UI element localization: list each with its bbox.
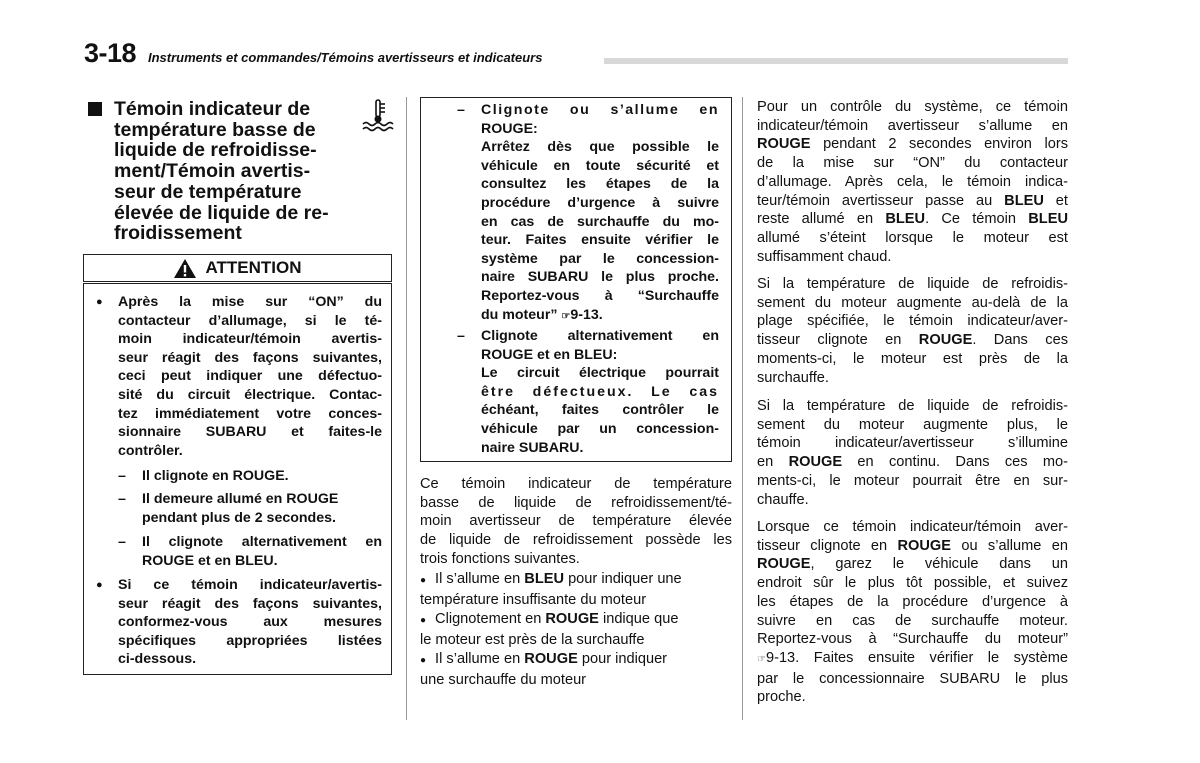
right-paragraph-1: Pour un contrôle du système, ce témoin indicateur/témoin avertisseur s’allume en ROUGE pendant 2 secondes environ lors de la mise sur “ON” du contacteur d’allumage. Après cela, le témoin indica- teur/témoin avertisseur passe au BLEU et reste allumé en BLEU. Ce témoin BLEU allumé s’éteint lorsque le moteur est suffisamment chaud. bbox=[757, 99, 1068, 265]
middle-intro-paragraph: Ce témoin indicateur de température basse de liquide de refroidissement/té- moin avertisseur de température élevée de liquide de refroidissement possède les trois fonctions suivantes. bbox=[420, 476, 732, 567]
attention-header bbox=[83, 254, 392, 282]
heading-line: froidissement bbox=[114, 222, 242, 245]
attention-continuation-box bbox=[420, 97, 732, 462]
heading-line: température basse de bbox=[114, 118, 316, 141]
heading-line: seur de température bbox=[114, 180, 302, 203]
reference-icon: ☞ bbox=[757, 653, 766, 665]
right-paragraph-3: Si la température de liquide de refroidis- sement du moteur augmente plus, le témoin indicateur/avertisseur s’illumine en ROUGE en continu. Dans ces mo- ments-ci, le moteur pourrait être en sur- chauffe. bbox=[757, 398, 1069, 508]
heading-square-icon bbox=[88, 102, 102, 116]
coolant-temperature-icon bbox=[361, 99, 395, 133]
page-number: 3-18 bbox=[84, 38, 137, 68]
section-heading bbox=[88, 99, 348, 244]
column-divider-right bbox=[742, 97, 743, 720]
attention-sub-item: – Il clignote en ROUGE. bbox=[118, 468, 289, 484]
heading-line: liquide de refroidisse- bbox=[114, 139, 317, 162]
page-header bbox=[84, 38, 1068, 68]
attention-sub-item: – Il clignote alternativement en ROUGE et en BLEU. bbox=[118, 534, 382, 569]
bullet-icon: ● bbox=[420, 575, 427, 586]
attention-label: ATTENTION bbox=[205, 258, 302, 277]
attention-sub-item: – Il demeure allumé en ROUGE pendant plus de 2 secondes. bbox=[118, 491, 339, 526]
heading-line: ment/Témoin avertis- bbox=[114, 160, 311, 183]
right-paragraph-4: Lorsque ce témoin indicateur/témoin aver- tisseur clignote en ROUGE ou s’allume en ROUGE, garez le véhicule dans un endroit sûr le plus tôt possible, et suivez les étapes de la procédure d’urgence à suivre en cas de surchauffe moteur. Reportez-vous à “Surchauffe du moteur” ☞9-13. Faites ensuite vérifier le système par le concessionnaire SUBARU le plus proche. bbox=[757, 519, 1068, 706]
function-list-item: ● Il s’allume en BLEU pour indiquer une température insuffisante du moteur bbox=[420, 571, 682, 608]
bullet-icon: ● bbox=[96, 296, 103, 308]
function-list-item: ● Il s’allume en ROUGE pour indiquer une surchauffe du moteur bbox=[420, 651, 668, 688]
header-rule bbox=[604, 58, 1068, 64]
function-list-item: ● Clignotement en ROUGE indique que le moteur est près de la surchauffe bbox=[420, 611, 679, 648]
bullet-icon: ● bbox=[96, 579, 103, 591]
page-title: Instruments et commandes/Témoins avertisseurs et indicateurs bbox=[148, 50, 543, 65]
attention-box: ● Après la mise sur “ON” du contacteur d’allumage, si le té- moin indicateur/témoin avertis- seur réagit des façons suivantes, ceci peut indiquer une défectuo- sité du circuit électrique. Contac- tez immédiatement votre conces- sionnaire SUBARU et faites-le contrôler. – Il clignote en ROUGE. – Il demeure allumé en ROUGE pendant plus de 2 secondes. – Il clignote alternativement en ROUGE et en BLEU. ● Si ce témoin indicateur/avertis- seur réagit des façons suivantes, conformez-vous aux mesures spécifiques appropriées listées ci-dessous. bbox=[83, 283, 392, 675]
reference-icon: ☞ bbox=[561, 310, 571, 322]
attention-item-red: – Clignote ou s’allume en ROUGE: Arrêtez dès que possible le véhicule en toute sécurité et consultez les étapes de la procédure d’urgence à suivre en cas de surchauffe du mo- teur. Faites ensuite vérifier le système par le concession- naire SUBARU le plus proche. Reportez-vous à “Surchauffe du moteur” ☞9-13. bbox=[457, 102, 719, 323]
bullet-icon: ● bbox=[420, 655, 427, 666]
bullet-icon: ● bbox=[420, 615, 427, 626]
column-divider-left bbox=[406, 97, 407, 720]
warning-triangle-icon bbox=[173, 258, 197, 279]
heading-line: Témoin indicateur de bbox=[114, 98, 311, 120]
heading-line: élevée de liquide de re- bbox=[114, 201, 329, 224]
attention-item-red-blue: – Clignote alternativement en ROUGE et en BLEU: Le circuit électrique pourrait être défectueux. Le cas échéant, faites contrôler le véhicule par un concession- naire SUBARU. bbox=[457, 328, 719, 456]
right-paragraph-2: Si la température de liquide de refroidis- sement du moteur augmente au-delà de la plage spécifiée, le témoin indicateur/aver- tisseur clignote en ROUGE. Dans ces moments-ci, le moteur est près de la surchauffe. bbox=[757, 276, 1068, 386]
